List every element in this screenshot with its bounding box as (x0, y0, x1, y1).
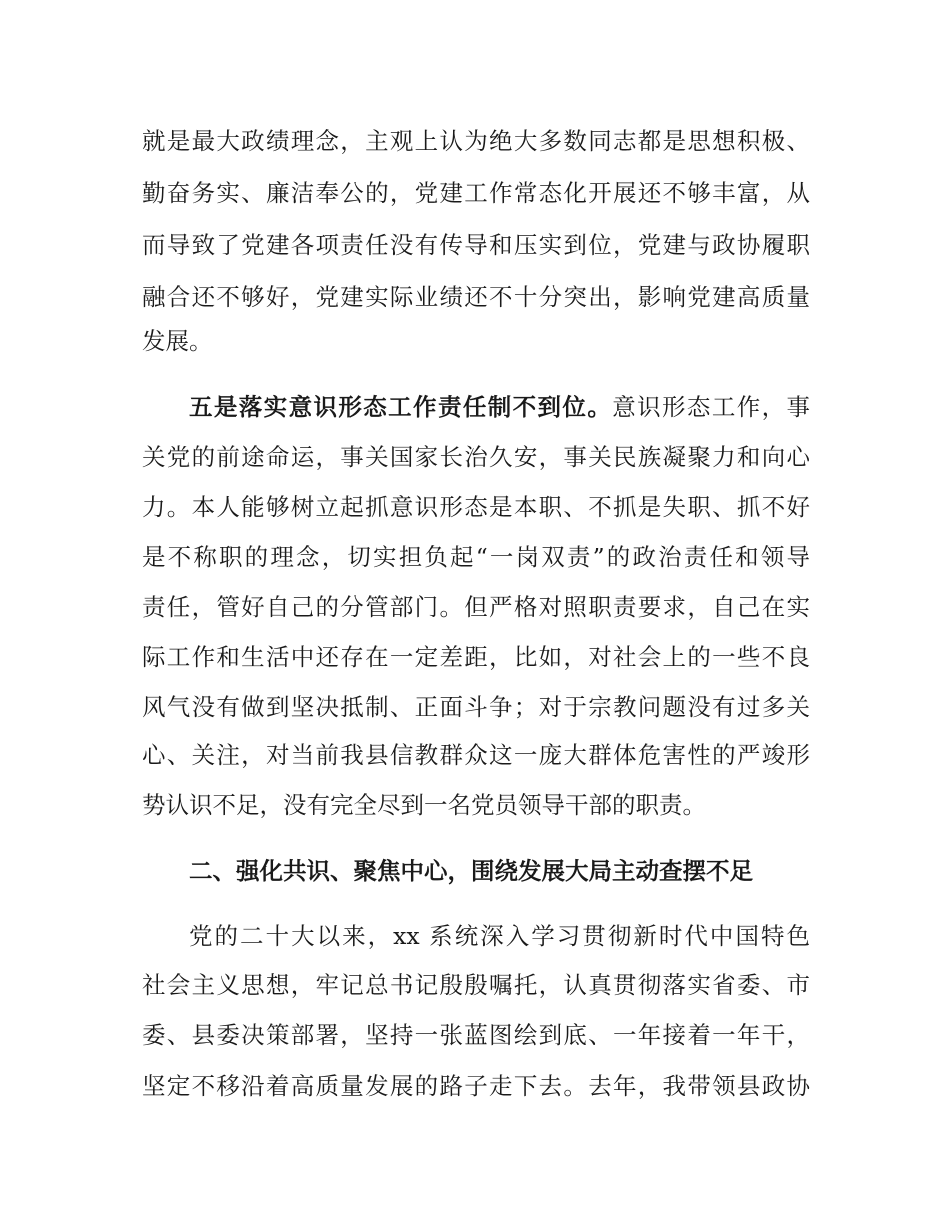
paragraph-line: 势认识不足，没有完全尽到一名党员领导干部的职责。 (142, 791, 706, 819)
paragraph-line: 责任，管好自己的分管部门。但严格对照职责要求，自己在实 (142, 593, 810, 621)
paragraph-line: 勤奋务实、廉洁奉公的，党建工作常态化开展还不够丰富，从 (142, 179, 810, 207)
paragraph-line: 委、县委决策部署，坚持一张蓝图绘到底、一年接着一年干， (142, 1021, 810, 1049)
paragraph-line: 风气没有做到坚决抵制、正面斗争；对于宗教问题没有过多关 (142, 693, 810, 721)
paragraph-line: 力。本人能够树立起抓意识形态是本职、不抓是失职、抓不好 (142, 493, 810, 521)
paragraph-line: 融合还不够好，党建实际业绩还不十分突出，影响党建高质量 (142, 283, 810, 311)
paragraph-first-line: 党的二十大以来，xx 系统深入学习贯彻新时代中国特色 (189, 922, 810, 950)
paragraph-line: 际工作和生活中还存在一定差距，比如，对社会上的一些不良 (142, 643, 810, 671)
paragraph-lead-rest: 意识形态工作，事 (612, 393, 811, 421)
paragraph-line: 坚定不移沿着高质量发展的路子走下去。去年，我带领县政协 (142, 1072, 810, 1100)
paragraph-line: 而导致了党建各项责任没有传导和压实到位，党建与政协履职 (142, 231, 810, 259)
paragraph-line: 社会主义思想，牢记总书记殷殷嘱托，认真贯彻落实省委、市 (142, 971, 810, 999)
section-heading: 二、强化共识、聚焦中心，围绕发展大局主动查摆不足 (189, 857, 753, 885)
paragraph-line: 发展。 (142, 327, 213, 355)
paragraph-lead-bold: 五是落实意识形态工作责任制不到位。 (189, 393, 613, 421)
paragraph-line: 关党的前途命运，事关国家长治久安，事关民族凝聚力和向心 (142, 443, 810, 471)
paragraph-first-line (189, 387, 810, 427)
paragraph-line: 就是最大政绩理念，主观上认为绝大多数同志都是思想积极、 (142, 127, 810, 155)
paragraph-line: 心、关注，对当前我县信教群众这一庞大群体危害性的严竣形 (142, 741, 810, 769)
paragraph-line: 是不称职的理念，切实担负起“一岗双责”的政治责任和领导 (142, 543, 810, 571)
